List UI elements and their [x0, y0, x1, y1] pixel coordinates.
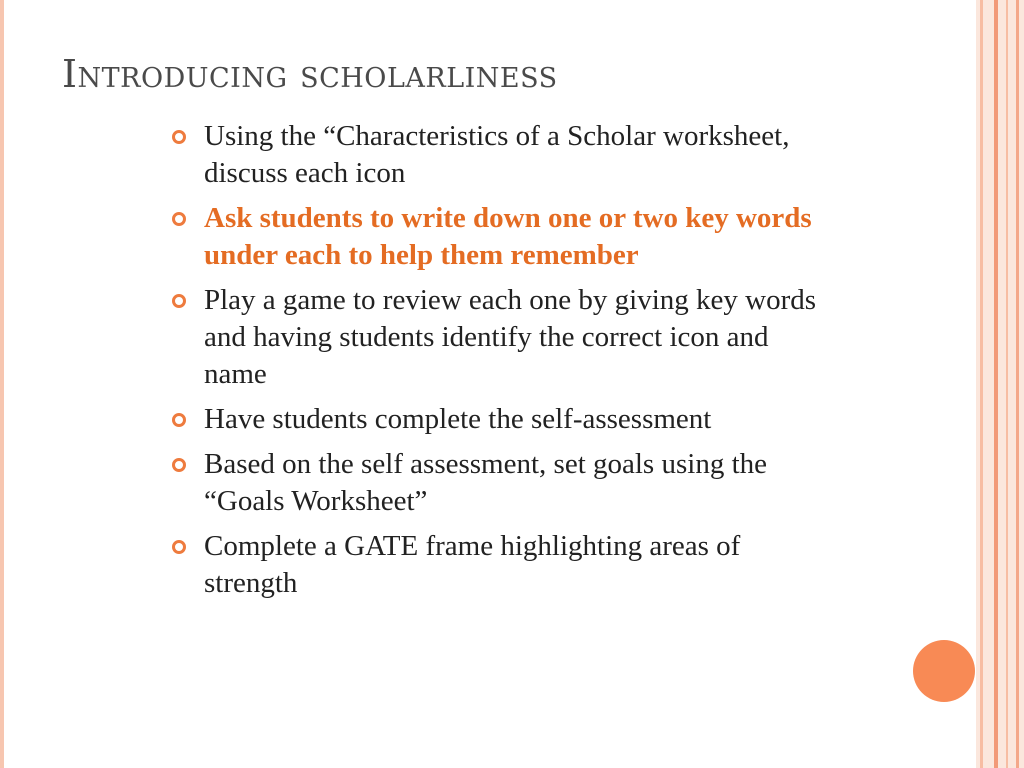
bullet-list [170, 118, 830, 610]
left-border-decoration [0, 0, 4, 768]
bullet-item [170, 446, 830, 520]
decorative-circle-icon [913, 640, 975, 702]
bullet-text: Ask students to write down one or two key words under each to help them remember [204, 202, 812, 271]
bullet-text: Have students complete the self-assessment [204, 403, 712, 435]
right-stripes-decoration [976, 0, 1024, 768]
stripe [994, 0, 998, 768]
stripe [1016, 0, 1019, 768]
bullet-text: Complete a GATE frame highlighting areas of strength [204, 530, 741, 599]
bullet-item [170, 282, 830, 393]
slide-title: Introducing scholarliness [62, 52, 558, 96]
ring-bullet-icon [172, 294, 186, 308]
bullet-item [170, 401, 830, 438]
bullet-text: Based on the self assessment, set goals using the “Goals Worksheet” [204, 448, 767, 517]
stripe [980, 0, 983, 768]
ring-bullet-icon [172, 212, 186, 226]
bullet-item-highlighted [170, 200, 830, 274]
stripe [1006, 0, 1008, 768]
bullet-item [170, 118, 830, 192]
bullet-item [170, 528, 830, 602]
ring-bullet-icon [172, 413, 186, 427]
bullet-text: Play a game to review each one by giving key words and having students identify the correct icon and name [204, 284, 817, 390]
ring-bullet-icon [172, 458, 186, 472]
ring-bullet-icon [172, 540, 186, 554]
bullet-text: Using the “Characteristics of a Scholar worksheet, discuss each icon [204, 120, 790, 189]
ring-bullet-icon [172, 130, 186, 144]
